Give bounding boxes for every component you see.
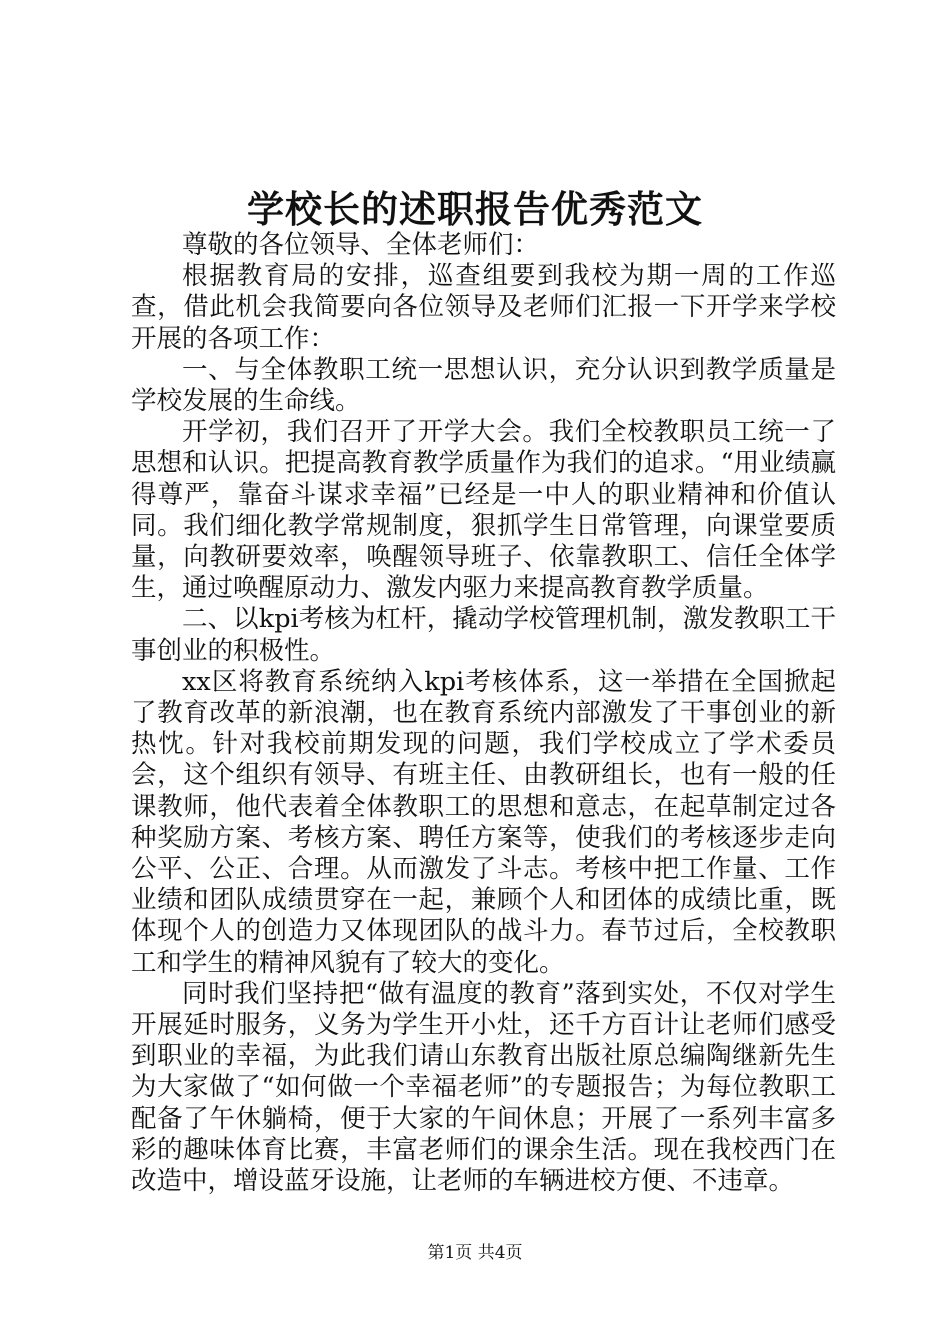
section-two-paragraph-continued: 同时我们坚持把“做有温度的教育”落到实处，不仅对学生开展延时服务，义务为学生开小灶，还千方百计让老师们感受到职业的幸福，为此我们请山东教育出版社原总编陶继新先生为大家做了“如何做一个幸福老师”的专题报告；为每位教职工配备了午休躺椅，便于大家的午间休息；开展了一系列丰富多彩的趣味体育比赛，丰富老师们的课余生活。现在我校西门在改造中，增设蓝牙设施，让老师的车辆进校方便、不违章。 (131, 978, 836, 1197)
greeting-paragraph: 尊敬的各位领导、全体老师们： (182, 230, 540, 260)
section-one-paragraph: 开学初，我们召开了开学大会。我们全校教职员工统一了思想和认识。把提高教育教学质量作为我们的追求。“用业绩赢得尊严，靠奋斗谋求幸福”已经是一中人的职业精神和价值认同。我们细化教学常规制度，狠抓学生日常管理，向课堂要质量，向教研要效率，唤醒领导班子、依靠教职工、信任全体学生，通过唤醒原动力、激发内驱力来提高教育教学质量。 (131, 417, 836, 604)
document-body (131, 230, 836, 1197)
section-two-heading: 二、以kpi考核为杠杆，撬动学校管理机制，激发教职工干事创业的积极性。 (131, 604, 836, 666)
section-one-heading: 一、与全体教职工统一思想认识，充分认识到教学质量是学校发展的生命线。 (131, 354, 836, 417)
section-two-paragraph: xx区将教育系统纳入kpi考核体系，这一举措在全国掀起了教育改革的新浪潮，也在教育系统内部激发了干事创业的新热忱。针对我校前期发现的问题，我们学校成立了学术委员会，这个组织有领导、有班主任、由教研组长，也有一般的任课教师，他代表着全体教职工的思想和意志，在起草制定过各种奖励方案、考核方案、聘任方案等，使我们的考核逐步走向公平、公正、合理。从而激发了斗志。考核中把工作量、工作业绩和团队成绩贯穿在一起，兼顾个人和团体的成绩比重，既体现个人的创造力又体现团队的战斗力。春节过后，全校教职工和学生的精神风貌有了较大的变化。 (131, 666, 836, 978)
document-title: 学校长的述职报告优秀范文 (247, 187, 703, 231)
page-footer: 第1页 共4页 (427, 1243, 523, 1263)
intro-paragraph: 根据教育局的安排，巡查组要到我校为期一周的工作巡查，借此机会我简要向各位领导及老师们汇报一下开学来学校开展的各项工作： (131, 261, 836, 354)
